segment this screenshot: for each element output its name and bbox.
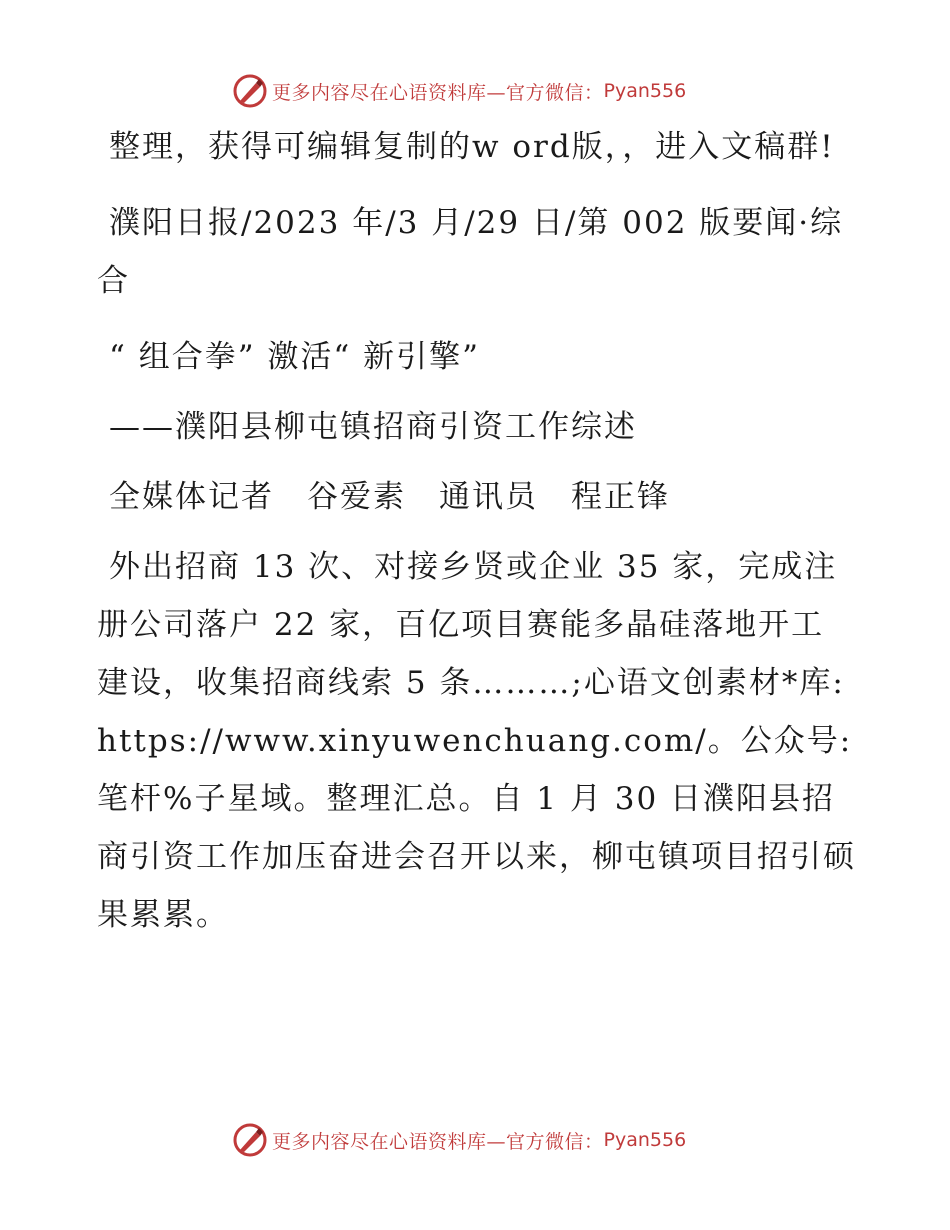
paragraph-body: 外出招商 13 次、对接乡贤或企业 35 家，完成注册公司落户 22 家，百亿项目赛能多晶硅落地开工建设，收集招商线索 5 条………;心语文创素材*库: https://www.xinyuwenchuang.com/。公众号: 笔杆%子星域。整理汇总。自 1 月 30 日濮阳县招商引资工作加压奋进会召开以来，柳屯镇项目招引硕果累累。 <box>97 549 856 933</box>
watermark-text: 更多内容尽在心语资料库—官方微信： <box>272 81 604 104</box>
watermark-id: Pyan556 <box>603 80 687 102</box>
pen-logo-icon <box>232 73 268 109</box>
footer-watermark <box>232 1120 686 1160</box>
document-body <box>97 118 857 962</box>
paragraph-source: 濮阳日报/2023 年/3 月/29 日/第 002 版要闻·综合 <box>97 205 844 299</box>
paragraph-intro: 整理，获得可编辑复制的w ord版，，进入文稿群! <box>109 129 835 165</box>
article-byline: 全媒体记者 谷爱素 通讯员 程正锋 <box>109 479 670 515</box>
watermark-id: Pyan556 <box>603 1129 687 1151</box>
pen-logo-icon <box>232 1122 268 1158</box>
article-title: “ 组合拳” 激活“ 新引擎” <box>109 339 480 375</box>
article-subtitle: ——濮阳县柳屯镇招商引资工作综述 <box>109 409 637 445</box>
watermark-text: 更多内容尽在心语资料库—官方微信： <box>272 1130 604 1153</box>
header-watermark <box>232 71 686 111</box>
